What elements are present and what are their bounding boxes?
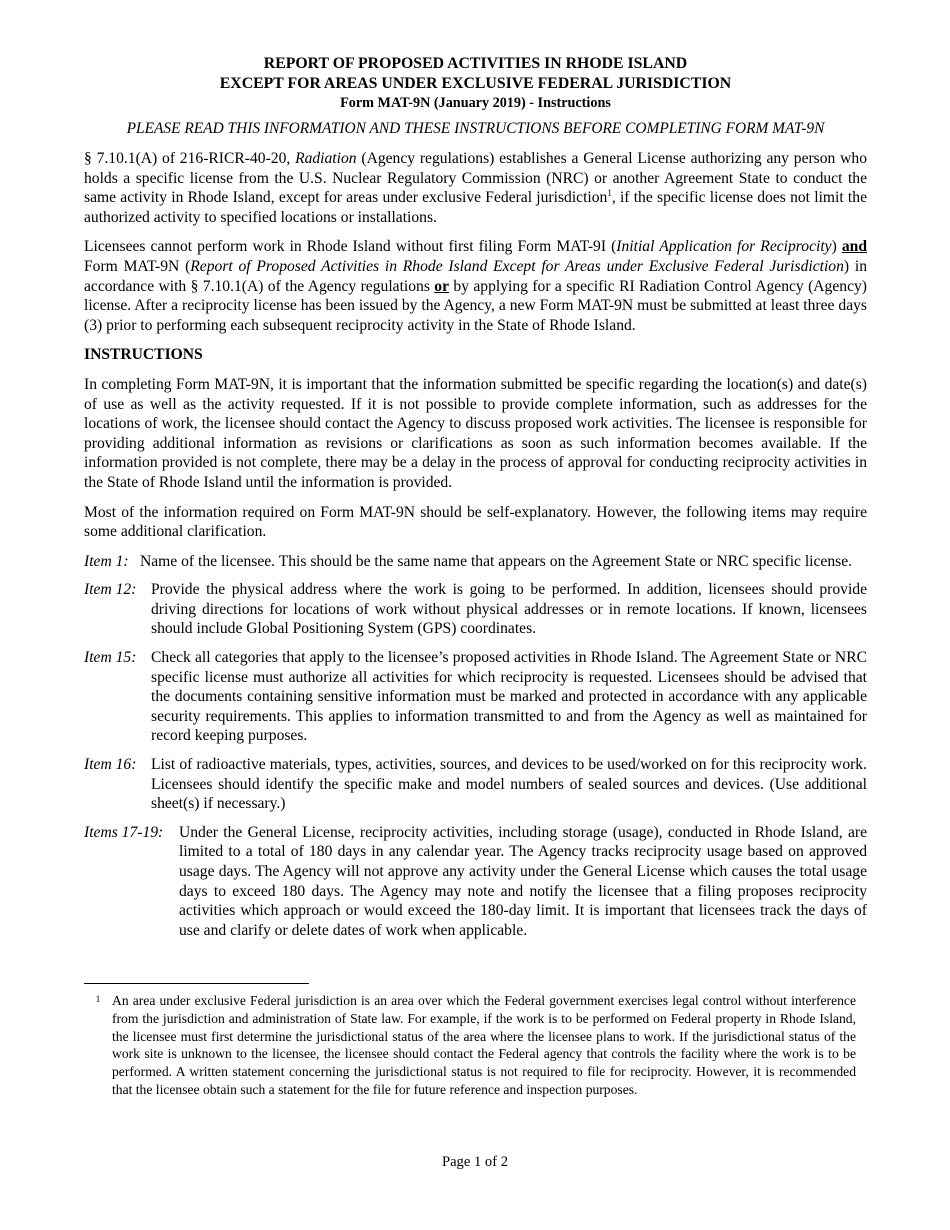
title-line-2: EXCEPT FOR AREAS UNDER EXCLUSIVE FEDERAL JURISDICTION bbox=[219, 75, 732, 92]
item-text: Under the General License, reciprocity activities, including storage (usage), conducted in Rhode Island, are limited to a total of 180 days in any calendar year. The Agency tracks reciprocity usage based on approved usage days. The Agency will not approve any activity under the General License which causes the total usage days to exceed 180 days. The Agency may note and notify the licensee that a filing proposes reciprocity activities which approach or would exceed the 180-day limit. It is important that licensees track the days of use and clarify or delete dates of work when applicable. bbox=[179, 823, 867, 939]
footnote-number: 1 bbox=[95, 994, 101, 1004]
read-notice: PLEASE READ THIS INFORMATION AND THESE INSTRUCTIONS BEFORE COMPLETING FORM MAT-9N bbox=[126, 120, 825, 137]
instructions-paragraph-2: Most of the information required on Form MAT-9N should be self-explanatory. However, the following items may require some additional clarification. bbox=[84, 503, 867, 541]
item-text: Name of the licensee. This should be the same name that appears on the Agreement State or NRC specific license. bbox=[140, 552, 853, 570]
licensee-filing-paragraph: Licensees cannot perform work in Rhode Island without first filing Form MAT-9I (Initial Application for Reciprocity) and Form MAT-9N (Report of Proposed Activities in Rhode Island Except for Areas under Exclusive Federal Jurisdiction) in accordance with § 7.10.1(A) of the Agency regulations or by applying for a specific RI Radiation Control Agency (Agency) license. After a reciprocity license has been issued by the Agency, a new Form MAT-9N must be submitted at least three days (3) prior to performing each subsequent reciprocity activity in the State of Rhode Island. bbox=[84, 238, 868, 334]
page-number: Page 1 of 2 bbox=[441, 1154, 509, 1170]
instructions-paragraph-1: In completing Form MAT-9N, it is important that the information submitted be specific regarding the location(s) and date(s) of use as well as the activity requested. If it is not possible to provide complete information, such as addresses for the locations of work, the licensee should contact the Agency to discuss proposed work activities. The licensee is responsible for providing additional information as revisions or clarifications as soon as such information becomes available. If the information provided is not complete, there may be a delay in the process of approval for conducting reciprocity activities in the State of Rhode Island until the information is provided. bbox=[84, 375, 867, 491]
item-12 bbox=[84, 580, 867, 639]
document-page bbox=[84, 54, 867, 949]
item-label: Item 16: bbox=[84, 756, 137, 774]
item-text: List of radioactive materials, types, activities, sources, and devices to be used/worked on for this reciprocity work. Licensees should identify the specific make and model numbers of sealed sources and devices. (Use additional sheet(s) if necessary.) bbox=[151, 756, 867, 813]
footnote-divider bbox=[84, 983, 309, 984]
instructions-heading: INSTRUCTIONS bbox=[84, 346, 203, 364]
item-label: Item 12: bbox=[84, 581, 137, 599]
item-1 bbox=[84, 552, 867, 572]
item-label: Item 1: bbox=[84, 552, 129, 570]
items-17-19 bbox=[84, 823, 867, 941]
footnote-reference[interactable]: 1 bbox=[607, 188, 612, 198]
general-license-paragraph: § 7.10.1(A) of 216-RICR-40-20, Radiation (Agency regulations) establishes a General License authorizing any person who holds a specific license from the U.S. Nuclear Regulatory Commission (NRC) or another Agreement State to conduct the same activity in Rhode Island, except for areas under exclusive Federal jurisdiction$^1$, if the specific license does not limit the authorized activity to specified locations or installations. bbox=[84, 150, 867, 226]
item-15 bbox=[84, 648, 867, 746]
footnote-text: An area under exclusive Federal jurisdiction is an area over which the Federal government exercises legal control without interference from the jurisdiction and administration of State law. For example, if the work is to be performed on Federal property in Rhode Island, the licensee must first determine the jurisdictional status of the area where the licensee plans to work. If the jurisdictional status of the work site is unknown to the licensee, the licensee should contact the Federal agency that controls the facility where the work is to be performed. A written statement concerning the jurisdictional status is not required to file for reciprocity. However, it is recommended that the licensee obtain such a statement for the file for future reference and inspection purposes. bbox=[112, 993, 856, 1097]
title-line-1: REPORT OF PROPOSED ACTIVITIES IN RHODE ISLAND bbox=[263, 55, 688, 72]
form-subtitle: Form MAT-9N (January 2019) - Instructions bbox=[340, 95, 611, 111]
footnote bbox=[84, 992, 856, 1099]
item-text: Provide the physical address where the work is going to be performed. In addition, licensees should provide driving directions for locations of work without physical addresses or in remote locations. If known, licensees should include Global Positioning System (GPS) coordinates. bbox=[151, 581, 867, 638]
item-16 bbox=[84, 755, 867, 814]
item-label: Item 15: bbox=[84, 649, 137, 667]
item-label: Items 17-19: bbox=[84, 823, 164, 841]
item-text: Check all categories that apply to the licensee’s proposed activities in Rhode Island. The Agreement State or NRC specific license must authorize all activities for which reciprocity is requested. Licensees should be advised that the documents containing sensitive information must be marked and protected in accordance with any applicable security requirements. This applies to information transmitted to and from the Agency as well as maintained for record keeping purposes. bbox=[151, 649, 867, 745]
